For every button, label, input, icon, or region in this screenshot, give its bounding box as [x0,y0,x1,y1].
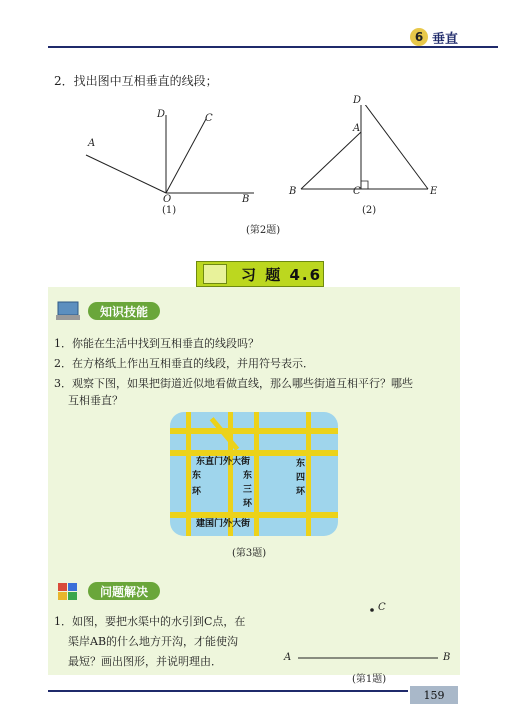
fig1-label-o: O [163,194,172,205]
map-label-east3-b: 三 [243,485,253,495]
fig1-line-oc [166,119,206,193]
problem-line-1: 1．如图，要把水渠中的水引到C点，在 [54,615,246,628]
map-label-east3-a: 东 [243,471,253,481]
map-label-jianguomen: 建国门外大街 [196,519,251,529]
knowledge-item-3: 3．观察下图，如果把街道近似地看做直线，那么哪些街道互相平行？哪些 [54,377,413,390]
fig2-label-a: A [353,123,361,134]
puzzle-icon [54,580,84,602]
question-2-text: 2．找出图中互相垂直的线段； [54,74,218,88]
map-road-east1 [186,412,191,536]
map-label-east3-c: 环 [243,499,253,509]
page-number: 159 [410,686,458,704]
fig1-label-a: A [88,138,96,149]
fig1-label-c: C [205,113,213,124]
map-road-east4 [306,412,311,536]
chapter-number: 6 [410,28,428,46]
knowledge-item-2: 2．在方格纸上作出互相垂直的线段，并用符号表示． [54,357,314,370]
street-map [170,412,338,536]
knowledge-item-3-cont: 互相垂直？ [68,394,123,407]
point-c [370,608,374,612]
problem-section-title: 问题解决 [88,582,160,600]
knowledge-item-1: 1．你能在生活中找到互相垂直的线段吗？ [54,337,259,350]
fig2-line-ba [301,132,361,189]
exercise-banner [196,261,324,287]
map-road-diagonal [210,417,240,451]
fig2-caption: (2) [362,205,377,216]
map-label-east1-b: 环 [192,487,202,497]
knowledge-section-header [54,300,160,322]
fig2-line-de [361,105,428,189]
map-label-east1-a: 东 [192,471,202,481]
map-label-east4-a: 东 [296,459,306,469]
map-road-east3 [254,412,259,536]
knowledge-section-title: 知识技能 [88,302,160,320]
book-icon [203,264,227,284]
map-label-east4-c: 环 [296,487,306,497]
problem-label-b: B [443,652,451,663]
question-2-figures [80,105,440,235]
chapter-title: 垂直 [432,31,459,47]
problem-caption: (第1题) [352,674,387,685]
problem-figure [280,600,460,670]
fig2-label-e: E [430,186,438,197]
map-label-dongzhimen: 东直门外大街 [196,457,251,467]
map-caption: (第3题) [232,548,267,559]
fig2-label-b: B [289,186,297,197]
fig1-line-oa [86,155,166,193]
chapter-badge [410,28,458,46]
fig1-label-d: D [157,109,166,120]
exercise-title: 习 题 4.6 [241,265,323,284]
fig1-caption: (1) [162,205,177,216]
map-label-east4-b: 四 [296,473,306,483]
problem-line-2: 渠岸AB的什么地方开沟，才能使沟 [68,635,239,648]
question-2-caption: (第2题) [246,225,281,236]
fig2-label-d: D [353,95,362,106]
fig2-right-angle-mark [361,181,368,189]
header-rule [48,46,498,48]
problem-label-a: A [284,652,292,663]
problem-section-header [54,580,160,602]
footer-rule [48,690,408,692]
fig1-label-b: B [242,194,250,205]
fig2-label-c: C [353,186,361,197]
problem-line-3: 最短？画出图形，并说明理由． [68,655,222,668]
problem-label-c: C [378,602,386,613]
computer-icon [54,300,84,322]
